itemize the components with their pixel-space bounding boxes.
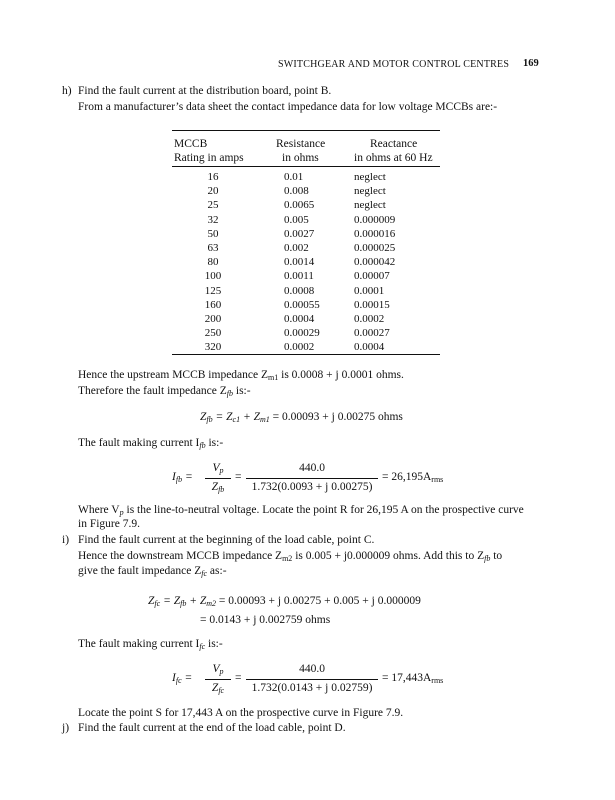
ifb-equals: = bbox=[235, 471, 242, 483]
table-row bbox=[172, 171, 440, 184]
cell-rating: 160 bbox=[204, 298, 222, 311]
making-current-b: The fault making current $I_{fb}$ is:- bbox=[78, 437, 224, 450]
item-h-title: Find the fault current at the distribution board, point B. bbox=[78, 85, 332, 97]
cell-rating: 320 bbox=[204, 341, 222, 354]
cell-rating: 20 bbox=[207, 185, 219, 198]
running-title: SWITCHGEAR AND MOTOR CONTROL CENTRES bbox=[278, 59, 510, 70]
cell-reactance: 0.00007 bbox=[354, 270, 390, 283]
cell-resistance: 0.002 bbox=[284, 242, 309, 254]
cell-reactance: 0.00015 bbox=[354, 298, 390, 311]
ifc-equals: = bbox=[235, 672, 242, 684]
ifc-denominator-value: 1.732(0.0143 + j 0.02759) bbox=[251, 682, 373, 694]
downstream-text: Hence the downstream MCCB impedance $Z_{m2}$ is 0.005 + j0.000009 ohms. Add this to $Z_{fb}$ to bbox=[78, 550, 503, 563]
table-row bbox=[172, 270, 440, 283]
ifc-fraction-bar-1 bbox=[205, 679, 231, 680]
cell-reactance: 0.000042 bbox=[354, 256, 396, 269]
locate-s-text: Locate the point S for 17,443 A on the prospective curve in Figure 7.9. bbox=[78, 707, 404, 719]
col-header-mccb: MCCB bbox=[174, 138, 208, 150]
ifb-numerator-value: 440.0 bbox=[299, 462, 325, 474]
equation-zfc-line2: = 0.0143 + j 0.002759 ohms bbox=[200, 614, 331, 626]
page-number: 169 bbox=[523, 58, 539, 69]
col-header-reactance: Reactance bbox=[370, 138, 418, 150]
col-header-resistance: Resistance bbox=[276, 138, 326, 150]
where-text-1: Where $V_p$ is the line-to-neutral voltage. Locate the point R for 26,195 A on the prospective curve bbox=[78, 504, 524, 517]
ifc-numerator-vp: $V_p$ bbox=[212, 663, 224, 676]
cell-rating: 16 bbox=[207, 171, 219, 183]
cell-resistance: 0.0065 bbox=[284, 199, 315, 212]
intro-text: From a manufacturer’s data sheet the contact impedance data for low voltage MCCBs are:- bbox=[78, 101, 498, 113]
cell-reactance: 0.0001 bbox=[354, 284, 385, 297]
cell-reactance: 0.0004 bbox=[354, 341, 385, 354]
table-top-rule bbox=[172, 130, 440, 131]
upstream-text: Hence the upstream MCCB impedance $Z_{m1}$ is 0.0008 + j 0.0001 ohms. bbox=[78, 369, 404, 382]
col-header-resistance-sub: in ohms bbox=[282, 152, 319, 164]
ifb-numerator-vp: $V_p$ bbox=[212, 462, 224, 475]
cell-reactance: 0.000009 bbox=[354, 213, 396, 226]
item-label-j: j) bbox=[62, 722, 70, 734]
table-row bbox=[172, 214, 440, 227]
item-j-title: Find the fault current at the end of the load cable, point D. bbox=[78, 722, 346, 734]
table-row bbox=[172, 199, 440, 212]
ifb-fraction-bar-1 bbox=[205, 478, 231, 479]
ifb-result: = $26,195A_{rms}$ bbox=[382, 471, 444, 484]
table-row bbox=[172, 185, 440, 198]
therefore-text: Therefore the fault impedance $Z_{fb}$ is:- bbox=[78, 385, 251, 398]
table-row bbox=[172, 285, 440, 298]
cell-rating: 80 bbox=[207, 256, 219, 269]
cell-reactance: 0.000025 bbox=[354, 242, 396, 254]
cell-resistance: 0.0014 bbox=[284, 256, 315, 269]
ifc-numerator-value: 440.0 bbox=[299, 663, 325, 675]
ifc-lhs: $I_{fc}$ = bbox=[172, 672, 193, 685]
cell-reactance: neglect bbox=[354, 199, 386, 212]
item-label-h: h) bbox=[62, 85, 72, 97]
cell-reactance: 0.000016 bbox=[354, 227, 396, 240]
cell-rating: 250 bbox=[204, 327, 222, 340]
cell-rating: 32 bbox=[207, 213, 219, 226]
equation-zfc-line1: $Z_{fc} = Z_{fb} + Z_{m2} = 0.00093 + j$ 0.00275 + 0.005 + j 0.000009 bbox=[148, 595, 421, 608]
ifc-fraction-bar-2 bbox=[246, 679, 378, 680]
table-row bbox=[172, 242, 440, 255]
cell-rating: 100 bbox=[204, 270, 222, 283]
where-text-2: in Figure 7.9. bbox=[78, 518, 140, 530]
cell-resistance: 0.01 bbox=[284, 171, 304, 183]
cell-resistance: 0.0002 bbox=[284, 341, 315, 354]
making-current-c: The fault making current $I_{fc}$ is:- bbox=[78, 638, 223, 651]
cell-resistance: 0.008 bbox=[284, 185, 309, 198]
cell-resistance: 0.0027 bbox=[284, 227, 315, 240]
equation-zfb: $Z_{fb} = Z_{c1} + Z_{m1} = 0.00093 + j$ 0.00275 ohms bbox=[200, 411, 403, 424]
table-row bbox=[172, 256, 440, 269]
table-row bbox=[172, 341, 440, 354]
cell-rating: 200 bbox=[204, 313, 222, 325]
table-bottom-rule bbox=[172, 354, 440, 355]
cell-resistance: 0.0008 bbox=[284, 284, 315, 297]
cell-rating: 25 bbox=[207, 199, 219, 212]
item-i-title: Find the fault current at the beginning of the load cable, point C. bbox=[78, 534, 375, 546]
cell-resistance: 0.005 bbox=[284, 213, 309, 226]
table-header-rule bbox=[172, 166, 440, 167]
cell-reactance: neglect bbox=[354, 171, 386, 183]
cell-resistance: 0.00029 bbox=[284, 327, 320, 340]
ifb-fraction-bar-2 bbox=[246, 478, 378, 479]
cell-rating: 63 bbox=[207, 242, 219, 254]
col-header-reactance-sub: in ohms at 60 Hz bbox=[354, 152, 433, 164]
ifb-lhs: $I_{fb}$ = bbox=[172, 471, 193, 484]
item-label-i: i) bbox=[62, 534, 70, 546]
cell-rating: 50 bbox=[207, 227, 219, 240]
table-row bbox=[172, 299, 440, 312]
cell-resistance: 0.00055 bbox=[284, 298, 320, 311]
give-text: give the fault impedance $Z_{fc}$ as:- bbox=[78, 565, 227, 578]
cell-resistance: 0.0004 bbox=[284, 313, 315, 325]
cell-reactance: 0.00027 bbox=[354, 327, 390, 340]
cell-reactance: neglect bbox=[354, 185, 386, 198]
ifb-denominator-zfb: $Z_{fb}$ bbox=[211, 481, 225, 494]
ifb-denominator-value: 1.732(0.0093 + j 0.00275) bbox=[251, 481, 373, 493]
ifc-denominator-zfc: $Z_{fc}$ bbox=[211, 682, 225, 695]
cell-reactance: 0.0002 bbox=[354, 313, 385, 325]
table-row bbox=[172, 327, 440, 340]
table-row bbox=[172, 228, 440, 241]
cell-rating: 125 bbox=[204, 284, 222, 297]
ifc-result: = $17,443A_{rms}$ bbox=[382, 672, 444, 685]
table-row bbox=[172, 313, 440, 326]
cell-resistance: 0.0011 bbox=[284, 270, 314, 283]
col-header-mccb-sub: Rating in amps bbox=[174, 152, 244, 164]
